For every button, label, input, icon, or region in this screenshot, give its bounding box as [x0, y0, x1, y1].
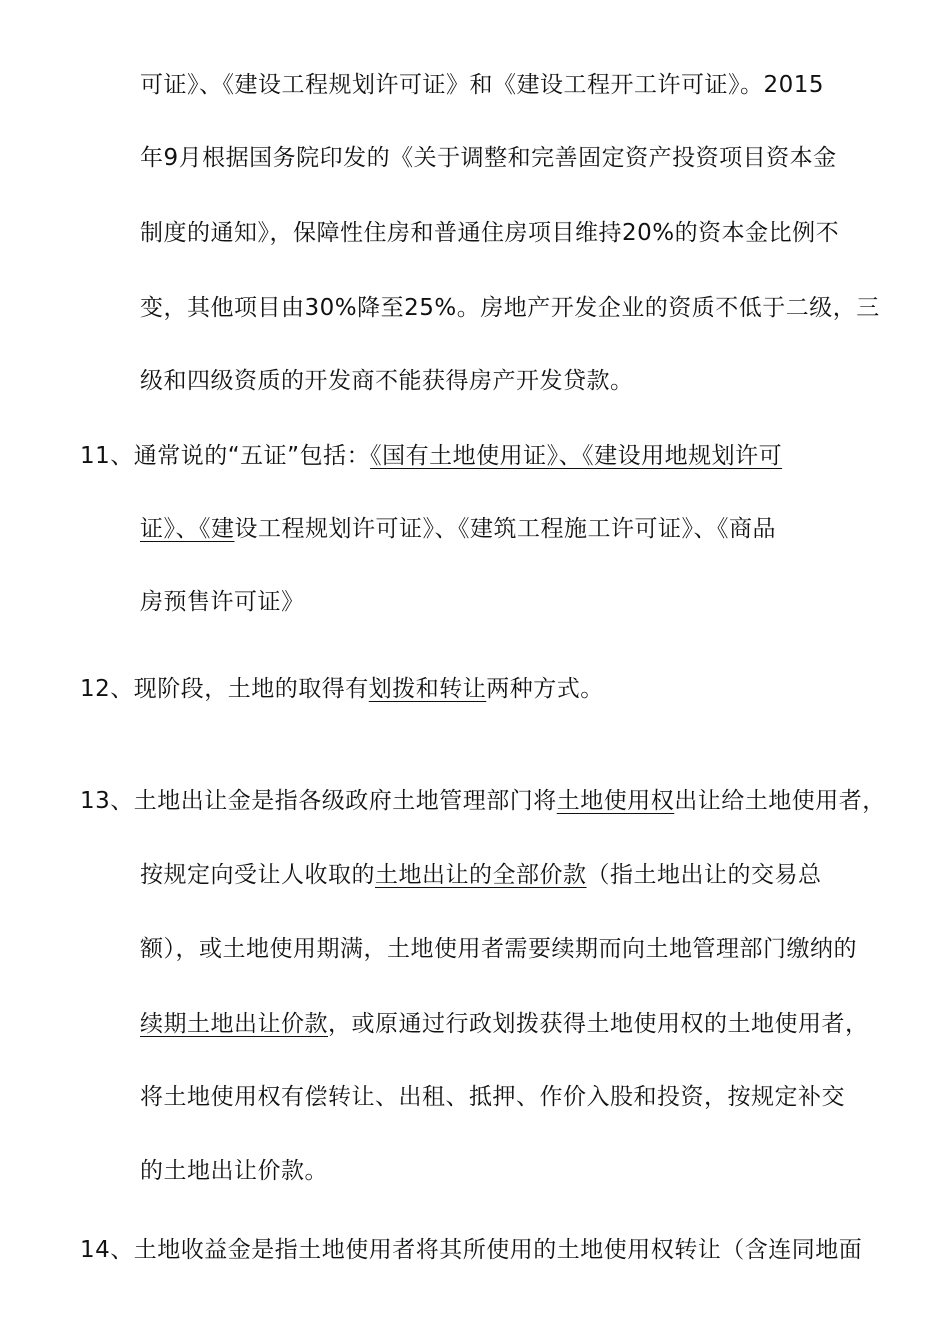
item-13-answer-renewal-price: 续期土地出让价款	[140, 1011, 328, 1037]
item-13-line-2-suffix: （指土地出让的交易总	[586, 862, 822, 888]
item-11-line-1	[80, 441, 782, 471]
item-13-line-4-suffix: ，或原通过行政划拨获得土地使用权的土地使用者，	[328, 1011, 869, 1037]
item-13-line-1	[80, 786, 886, 816]
item-12-lead-text: 12、现阶段，土地的取得有	[80, 676, 369, 702]
item-13-answer-land-use-right: 土地使用权	[556, 788, 675, 814]
item-13-line-1-suffix: 出让给土地使用者，	[674, 788, 886, 814]
item-14-line-1: 14、土地收益金是指土地使用者将其所使用的土地使用权转让（含连同地面	[80, 1237, 863, 1263]
item-11-line-3: 房预售许可证》	[140, 589, 305, 615]
paragraph-10-line-2: 年9月根据国务院印发的《关于调整和完善固定资产投资项目资本金	[140, 145, 837, 171]
item-13-line-6: 的土地出让价款。	[140, 1158, 328, 1184]
item-13-line-3: 额），或土地使用期满，土地使用者需要续期而向土地管理部门缴纳的	[140, 936, 857, 962]
item-11-answer-part-1: 《国有土地使用证》、《建设用地规划许可	[370, 443, 783, 469]
item-13-answer-full-price: 土地出让的全部价款	[375, 862, 587, 888]
paragraph-10-line-3: 制度的通知》，保障性住房和普通住房项目维持20%的资本金比例不	[140, 220, 840, 246]
item-11-line-2-rest: 设工程规划许可证》、《建筑工程施工许可证》、《商品	[234, 516, 776, 542]
item-13-lead-text: 13、土地出让金是指各级政府土地管理部门将	[80, 788, 557, 814]
item-13-line-5: 将土地使用权有偿转让、出租、抵押、作价入股和投资，按规定补交	[140, 1084, 845, 1110]
item-13-line-2-prefix: 按规定向受让人收取的	[140, 862, 375, 888]
item-12-line-1	[80, 674, 604, 704]
item-11-line-2	[140, 514, 776, 544]
item-11-answer-part-2: 证》、《建	[140, 516, 235, 542]
item-13-line-4	[140, 1009, 869, 1039]
paragraph-10-line-1: 可证》、《建设工程规划许可证》和《建设工程开工许可证》。2015	[140, 72, 825, 98]
item-13-line-2	[140, 860, 822, 890]
paragraph-10-line-4: 变，其他项目由30%降至25%。房地产开发企业的资质不低于二级，三	[140, 295, 880, 321]
item-12-answer: 划拨和转让	[368, 676, 487, 702]
item-12-suffix: 两种方式。	[486, 676, 604, 702]
paragraph-10-line-5: 级和四级资质的开发商不能获得房产开发贷款。	[140, 368, 634, 394]
item-11-lead-text: 11、通常说的“五证”包括：	[80, 443, 371, 469]
